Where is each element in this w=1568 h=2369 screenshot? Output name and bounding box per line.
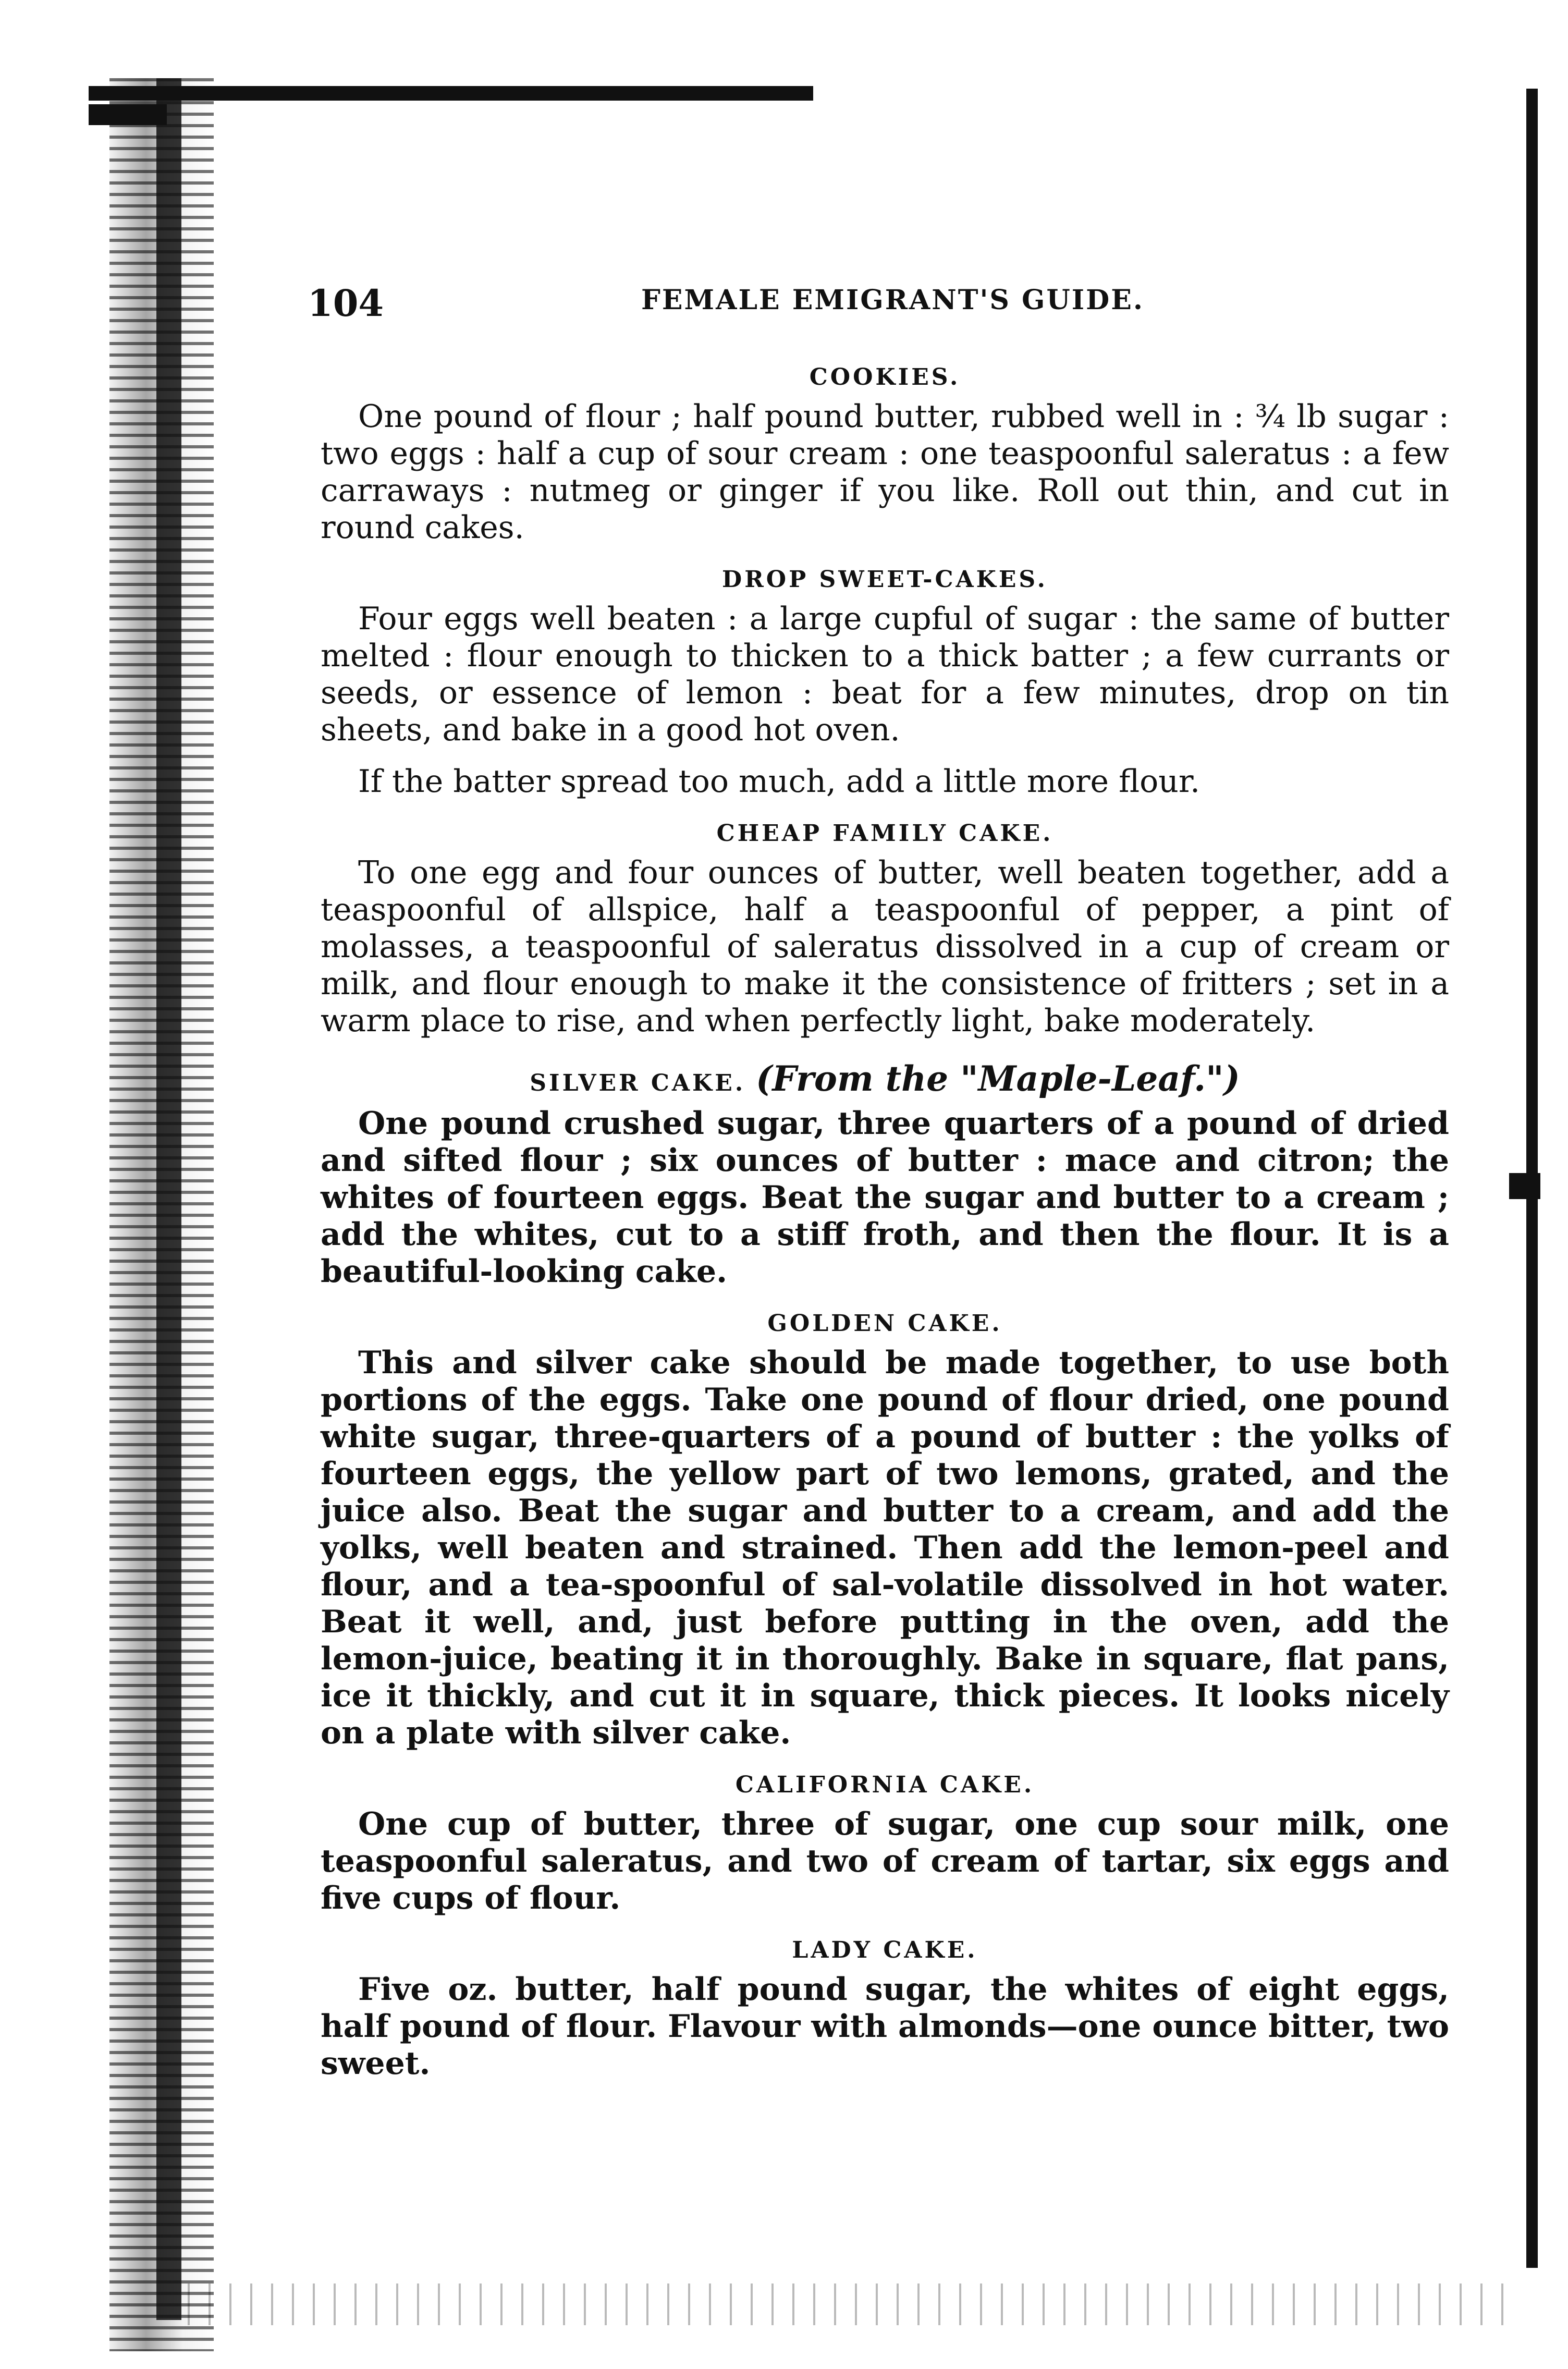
- recipe-paragraph: Five oz. butter, half pound sugar, the whites of eight eggs, half pound of flour. Flavour with almonds—one ounce bitter, two sweet.: [321, 1971, 1449, 2082]
- section-heading-silver-cake: SILVER CAKE. (From the "Maple-Leaf."): [530, 1058, 1240, 1099]
- scan-top-corner: [89, 104, 167, 125]
- recipe-paragraph: One pound of flour ; half pound butter, rubbed well in : ¾ lb sugar : two eggs : half a cup of sour cream : one teaspoonful saleratus : a few carraways : nutmeg or ginger if you like. Roll out thin, and cut in round cakes.: [321, 398, 1449, 546]
- page-number: 104: [308, 282, 384, 325]
- recipe-paragraph: To one egg and four ounces of butter, well beaten together, add a teaspoonful of allspice, half a teaspoonful of pepper, a pint of molasses, a teaspoonful of saleratus dissolved in a cup of cream or milk, and flour enough to make it the consistence of fritters ; set in a warm place to rise, and when perfectly light, bake moderately.: [321, 854, 1449, 1039]
- recipe-paragraph: One pound crushed sugar, three quarters of a pound of dried and sifted flour ; six ounces of butter : mace and citron; the whites of fourteen eggs. Beat the sugar and butter to a cream ; add the whites, cut to a stiff froth, and then the flour. It is a beautiful-looking cake.: [321, 1105, 1449, 1290]
- section-heading-golden-cake: GOLDEN CAKE.: [767, 1310, 1002, 1337]
- running-head: FEMALE EMIGRANT'S GUIDE.: [641, 284, 1144, 316]
- section-heading-drop-sweet-cakes: DROP SWEET-CAKES.: [722, 566, 1048, 593]
- section-heading-lady-cake: LADY CAKE.: [792, 1937, 978, 1963]
- section-subtitle: (From the "Maple-Leaf."): [756, 1058, 1240, 1099]
- recipe-paragraph: If the batter spread too much, add a little more flour.: [358, 763, 1200, 800]
- recipe-paragraph: Four eggs well beaten : a large cupful of sugar : the same of butter melted : flour enough to thicken to a thick batter ; a few currants or seeds, or essence of lemon : beat for a few minutes, drop on tin sheets, and bake in a good hot oven.: [321, 601, 1449, 748]
- scan-binding-shadow: [156, 78, 181, 2320]
- recipe-paragraph: One cup of butter, three of sugar, one cup sour milk, one teaspoonful saleratus, and two of cream of tartar, six eggs and five cups of flour.: [321, 1806, 1449, 1916]
- scan-bottom-noise: [188, 2283, 1512, 2325]
- recipe-paragraph: This and silver cake should be made together, to use both portions of the eggs. Take one pound of flour dried, one pound white sugar, three-quarters of a pound of butter : the yolks of fourteen eggs, the yellow part of two lemons, grated, and the juice also. Beat the sugar and butter to a cream, and add the yolks, well beaten and strained. Then add the lemon-peel and flour, and a tea-spoonful of sal-volatile dissolved in hot water. Beat it well, and, just before putting in the oven, add the lemon-juice, beating it in thoroughly. Bake in square, flat pans, ice it thickly, and cut it in square, thick pieces. It looks nicely on a plate with silver cake.: [321, 1345, 1449, 1751]
- scan-top-rule: [89, 86, 813, 101]
- section-heading-cheap-family-cake: CHEAP FAMILY CAKE.: [716, 820, 1054, 847]
- page-body: [321, 344, 1449, 2082]
- section-heading-california-cake: CALIFORNIA CAKE.: [735, 1772, 1035, 1798]
- scan-right-mark: [1509, 1173, 1540, 1199]
- section-heading-cookies: COOKIES.: [809, 364, 961, 390]
